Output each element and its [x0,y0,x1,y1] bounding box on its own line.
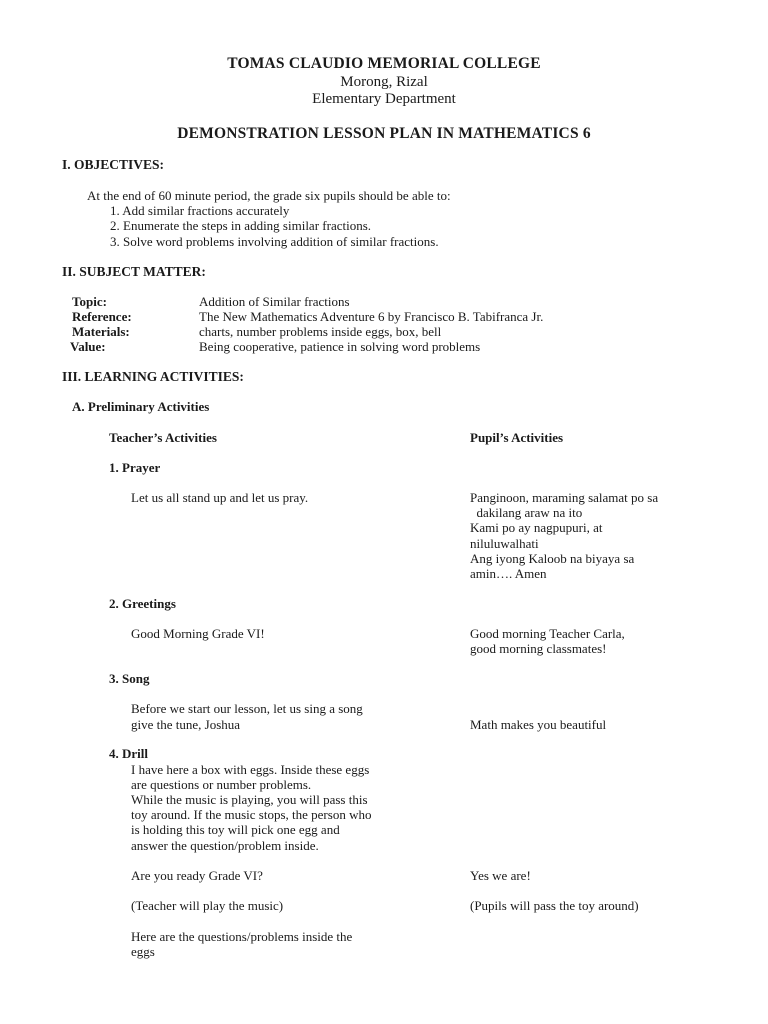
prayer-pupil-line: amin…. Amen [470,566,547,581]
greetings-heading: 2. Greetings [109,596,176,611]
objective-item: 1. Add similar fractions accurately [110,203,290,218]
preliminary-activities-heading: A. Preliminary Activities [72,399,210,414]
value-value: Being cooperative, patience in solving word problems [199,339,481,354]
greetings-pupil-line: good morning classmates! [470,641,607,656]
drill-teacher-line: answer the question/problem inside. [131,838,319,853]
school-name: TOMAS CLAUDIO MEMORIAL COLLEGE [227,55,541,72]
greetings-pupil-line: Good morning Teacher Carla, [470,626,625,641]
objective-item: 3. Solve word problems involving addition of similar fractions. [110,234,439,249]
prayer-pupil-line: Panginoon, maraming salamat po sa [470,490,659,505]
objective-item: 2. Enumerate the steps in adding similar fractions. [110,218,372,233]
prayer-teacher-text: Let us all stand up and let us pray. [131,490,309,505]
department-name: Elementary Department [312,91,456,107]
drill-pupil-pass-note: (Pupils will pass the toy around) [470,898,639,913]
pupil-activities-column-header: Pupil’s Activities [470,430,564,445]
drill-teacher-line: are questions or number problems. [131,777,312,792]
drill-teacher-line: I have here a box with eggs. Inside these eggs [131,762,370,777]
drill-teacher-line: toy around. If the music stops, the person who [131,807,372,822]
song-pupil-text: Math makes you beautiful [470,717,607,732]
song-heading: 3. Song [109,671,150,686]
materials-value: charts, number problems inside eggs, box, bell [199,324,442,339]
reference-value: The New Mathematics Adventure 6 by Francisco B. Tabifranca Jr. [199,309,544,324]
value-label: Value: [70,339,106,354]
song-teacher-line: give the tune, Joshua [131,717,241,732]
objectives-intro: At the end of 60 minute period, the grade six pupils should be able to: [87,188,451,203]
objectives-heading: I. OBJECTIVES: [62,157,165,172]
topic-label: Topic: [72,294,107,309]
drill-teacher-line: is holding this toy will pick one egg and [131,822,340,837]
prayer-pupil-line: dakilang araw na ito [470,505,583,520]
greetings-teacher-text: Good Morning Grade VI! [131,626,265,641]
prayer-pupil-line: Ang iyong Kaloob na biyaya sa [470,551,635,566]
subject-matter-heading: II. SUBJECT MATTER: [62,264,206,279]
drill-questions-line: eggs [131,944,155,959]
drill-ready-question: Are you ready Grade VI? [131,868,263,883]
drill-ready-answer: Yes we are! [470,868,531,883]
document-title: DEMONSTRATION LESSON PLAN IN MATHEMATICS 6 [177,125,591,142]
song-teacher-line: Before we start our lesson, let us sing a song [131,701,363,716]
drill-questions-line: Here are the questions/problems inside the [131,929,353,944]
learning-activities-heading: III. LEARNING ACTIVITIES: [62,369,244,384]
topic-value: Addition of Similar fractions [199,294,350,309]
school-location: Morong, Rizal [340,74,428,90]
drill-teacher-play-note: (Teacher will play the music) [131,898,284,913]
drill-teacher-line: While the music is playing, you will pass this [131,792,368,807]
prayer-heading: 1. Prayer [109,460,161,475]
teacher-activities-column-header: Teacher’s Activities [109,430,217,445]
prayer-pupil-line: Kami po ay nagpupuri, at [470,520,603,535]
materials-label: Materials: [72,324,130,339]
prayer-pupil-line: niluluwalhati [470,536,539,551]
reference-label: Reference: [72,309,132,324]
drill-heading: 4. Drill [109,746,148,761]
